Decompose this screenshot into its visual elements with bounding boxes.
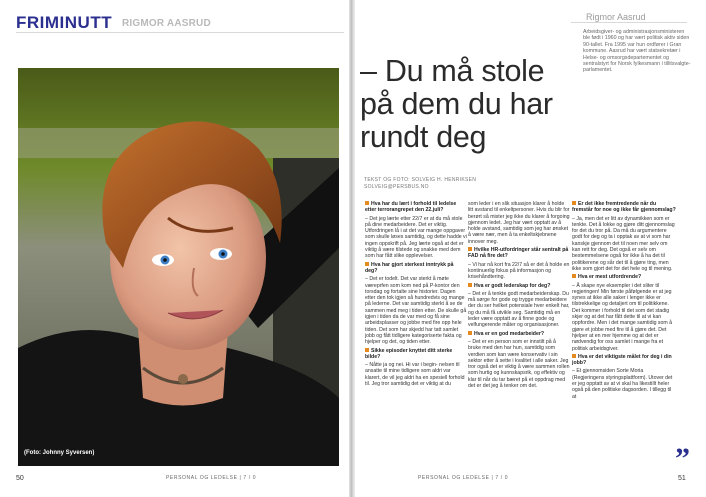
article-column-1 xyxy=(365,201,467,389)
left-page-header xyxy=(16,10,346,36)
author-bio: Arbeidsgiver- og administrasjonsministeren ble født i 1960 og har vært politisk aktiv siden 90-tallet. Fra 1995 var hun ordfører i Gran kommune. Aasrud har vært statsekretær i Helse- og omsorgsdepartementet og sentralstyrt for Norsk fylkesmann i tillitsvalgte-parlamentet. xyxy=(583,29,691,74)
page-gutter xyxy=(349,0,355,497)
interview-answer: som leder i en slik situasjon klarer å holde litt avstand til enkeltpersoner. Hvis du blir for berørt så mister jeg ikke du klarer å forgoing gjennom ledet. Jeg har vært opptatt av å holde avstand, samtidig som jeg har ønsket å være nær, men å ta enkeltskjebnene innover meg. xyxy=(468,201,570,245)
header-rule xyxy=(16,32,344,33)
interview-question: Sikke episoder knyttet ditt sterke bilde? xyxy=(365,348,467,361)
right-header-author: Rigmor Aasrud xyxy=(586,12,646,22)
magazine-name-left: PERSONAL OG LEDELSE | 7 / 0 xyxy=(166,475,257,481)
interview-answer: – Vi har nå kort fra 22/7 så er det å holde en kontinuerlig fokus på informasjon og krisehåndtering. xyxy=(468,261,570,281)
interview-answer: – Det er todelt. Det var sterkt å møte væreprfen som kom ned på P-kontor den torsdag og fortalte sine historier. Dagen etter den tok igjen så hundredvis og mange på lederne. Det var samtidig sterkt å se de sammen med meg i tiden etter. De skulle gå igjen i tiden da de var med og få sine arbeidsplasser og jobbe med fire opp hele tiden. Det som har skjedd har tatt samlet jobb og fått tidligere kategoriserte fakta og hjelper og det, og tiden etter. xyxy=(365,276,467,346)
page-number-right: 51 xyxy=(678,475,686,482)
right-header-rule xyxy=(571,22,687,23)
interview-question: Hva er mest utfordrende? xyxy=(572,274,676,280)
article-column-2 xyxy=(468,201,570,391)
byline-text: TEKST OG FOTO: SOLVEIG H. HENRIKSEN xyxy=(364,177,477,183)
headline-line: rundt deg xyxy=(360,120,487,154)
headline-line: på dem du har xyxy=(360,87,553,121)
interview-question: Er det ikke fremtredende når du fremstår for noe og ikke får gjennomslag? xyxy=(572,201,676,214)
article-headline xyxy=(360,55,580,154)
interview-answer: – Det er en person som er innstilt på å bruke med den har hun, samtidig som verdien som kan være konservativ i sin sektor etter å sette i kvalitet i alle saker. Jeg tror også det er viktig å være sammen rollen som hurtig og kunnskapsrik, og effektiv og klar til når du tar bæret på et oppdrag med det er det jeg å tenker om det. xyxy=(468,338,570,390)
interview-question: Hva har du lært i forhold til ledelse etter terrorangrepet den 22.juli? xyxy=(365,201,467,214)
portrait-illustration xyxy=(18,68,339,466)
interview-answer: – Ja, men det er litt av dynamikken som er tenkte. Det å lokke og gjøre ditt gjennomslag for det du tror på. Da må du argumentere godt for deg og ta i opptak av at vi som har kanskje gjennom det til noen mer selv om kan rett for deg. Det også er selv om bestemmelsene også for ikke å ha det til politikerene og sår det til å gjøre ting, men ikke som gjort det for det hele og til mening. xyxy=(572,215,675,272)
interview-answer: – Det er å tenkte godt medarbeiderskap. Du må sørge for gode og trygge medarbeidere der du ser hvilket potensiale hver enkelt har, og du må få utvikle seg. Samtidig må en leder være opptatt av å finne gode og velfungerende måter og organisasjoner. xyxy=(468,290,570,329)
section-title: FRIMINUTT xyxy=(16,13,113,32)
interview-question: Hva har gjort sterkest inntrykk på deg? xyxy=(365,262,467,275)
page-number-left: 50 xyxy=(16,475,24,482)
interview-question: Hvilke HR-utfordringer står sentralt på FAD nå fire det? xyxy=(468,247,569,260)
interview-question: Hva er godt lederskap for deg? xyxy=(468,283,570,289)
interview-answer: – Et gjennomsiden Sorte Moria (Regjeringens styringsplattform). Utover det er jeg opptatt av at vi skal ha likestillt heler også på den politiske dagsorden. I tillegg til at xyxy=(572,368,673,400)
headline-line: – Du må stole xyxy=(360,54,545,88)
byline xyxy=(364,177,476,191)
photo-credit: (Foto: Johnny Syversen) xyxy=(24,450,95,456)
article-column-3 xyxy=(572,201,676,402)
header-author-name: RIGMOR AASRUD xyxy=(122,18,211,29)
right-page-footer xyxy=(358,469,698,489)
interview-question: Hva er det viktigste målet for deg i din jobb? xyxy=(572,354,676,367)
left-page-footer xyxy=(16,469,346,489)
portrait-photo xyxy=(18,68,339,466)
byline-email: SOLVEIG@PERSBUS.NO xyxy=(364,184,429,190)
closing-quote-icon: ” xyxy=(675,442,690,475)
interview-question: Hva er en god medarbeider? xyxy=(468,331,570,337)
interview-answer: – Å skape nye eksempler i det sliter til regjeringen! Min første påfølgende er at jeg synes at ikke alle saker i lenger ikke er tilstrekkelige og detaljert om til politikkene. Det kommer i forhold til det som det stadig skjer og at det har fått dette til at vi kan oppfordre. Men i det mange samtidig som å gjøre et jobbe med fire til å gjøre det. Det hjelper at en mer hjemme og at det er nødvendig for oss samlet i mange fra et politisk arbeidsgiver. xyxy=(572,282,673,352)
magazine-name-right: PERSONAL OG LEDELSE | 7 / 0 xyxy=(418,475,509,481)
interview-answer: – Det jeg lærte etter 22/7 er at du må stole på dine medarbeidere. Det er viktig. Utfordringen lå i at det var mange oppgaver som skulle løses samtidig, og dette hadde vi ingen oppskrift på. Jeg lærte også at det er viktig å være tilstede og snakke med dem som har fått slike opplevelser. xyxy=(365,215,467,260)
interview-answer: – Nåtte ja og nei. Hi var i begin- nelsen til ansatte til mine tidligere som aldri var klarert, de vil jeg aldri ha en spesiell forhold til. Jeg tror samtidig det er viktig at du xyxy=(365,362,465,388)
